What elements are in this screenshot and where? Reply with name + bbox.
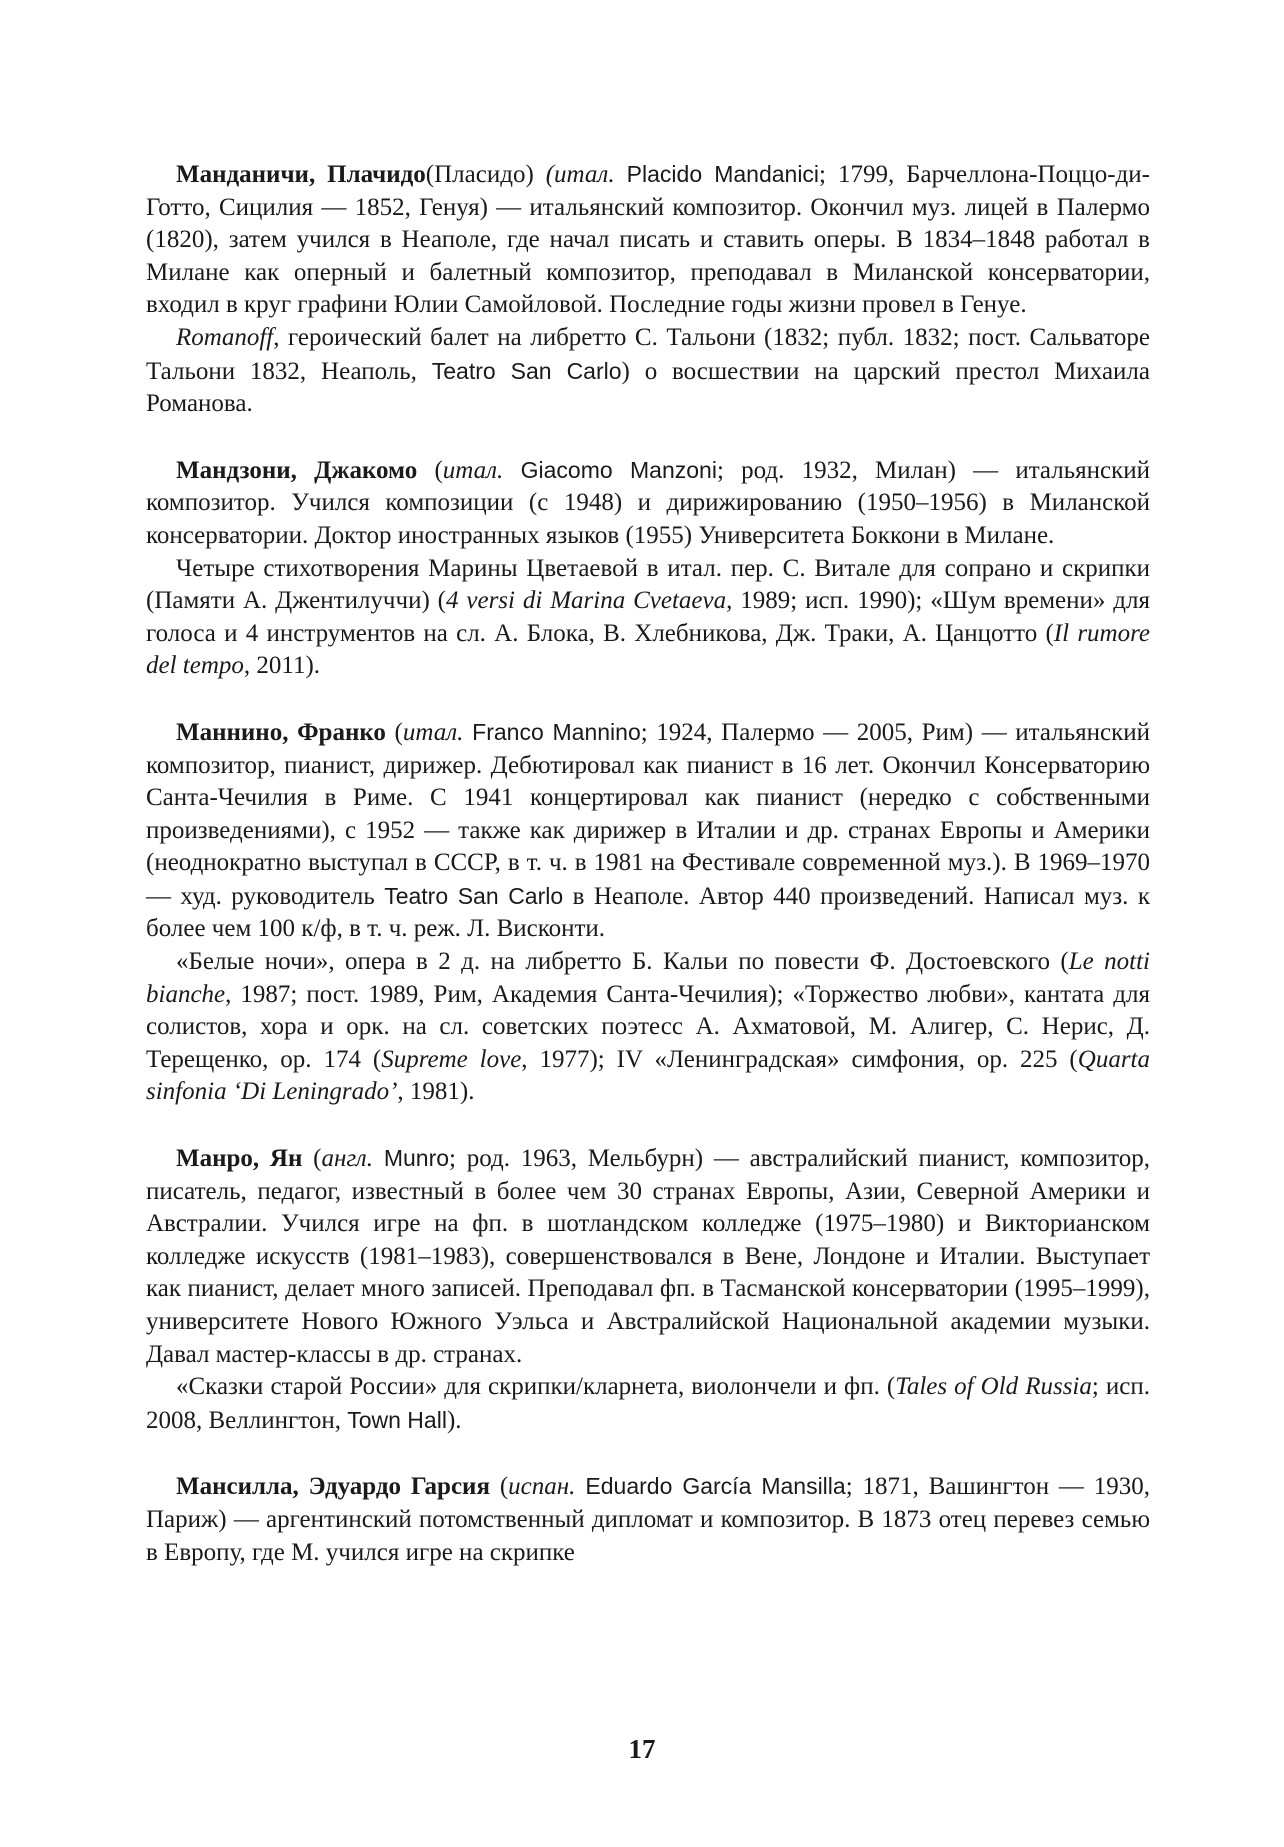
entry-headword: Мансилла, Эдуардо Гарсия [176,1473,490,1501]
works-text-segment: , 1981). [397,1078,475,1106]
biography-text-segment: Teatro San Carlo [384,882,564,909]
works-text-segment: Teatro San Carlo [431,357,622,384]
works-text-segment: Четыре стихотворения Марины Цветаевой в итал. пер. С. Витале для сопрано и скрипки (Памяти А. Джентилуччи) ( [146,554,1150,615]
biography-text-segment: Placido Mandanici [614,161,820,187]
works-text-segment: , 1977); IV «Ленинградская» симфония, ор. 225 ( [521,1045,1078,1073]
entry-works [146,553,1150,683]
entry-biography [146,158,1150,322]
works-text-segment: Town Hall [347,1406,447,1433]
biography-text-segment: ( [490,1473,509,1501]
works-text-segment: Supreme love [381,1045,522,1073]
biography-text-segment: итал. [442,456,504,484]
works-text-segment: Il rumore del tempo [146,619,1150,680]
entry-works [146,322,1150,421]
dictionary-entry [146,1142,1150,1437]
biography-text-segment: в Неаполе. Автор 440 произведений. Написал муз. к более чем 100 к/ф, в т. ч. реж. Л. Висконти. [146,882,1150,943]
works-text-segment: , 2011). [243,652,321,680]
biography-text-segment: ; 1871, Вашингтон — 1930, Париж) — аргентинский потомственный дипломат и композитор. В 1873 отец перевез семью в Европу, где М. учился игре на скрипке [146,1473,1151,1566]
works-text-segment: 4 versi di Marina Cvetaeva [446,587,727,615]
works-text-segment: , 1989; исп. 1990); «Шум времени» для голоса и 4 инструментов на сл. А. Блока, В. Хлебникова, Дж. Траки, А. Цанцотто ( [146,587,1150,647]
works-text-segment: ; исп. 2008, Веллингтон, [146,1373,1150,1434]
works-text-segment: Tales of Old Russia [895,1373,1092,1401]
biography-text-segment: ; род. 1963, Мельбурн) — австралийский пианист, композитор, писатель, педагог, известный в более чем 30 странах Европы, Азии, Северной Америки и Австралии. Учился игре на фп. в шотландском колледже (1975–1980) и Викторианском колледже искусств (1981–1983), совершенствовался в Вене, Лондоне и Италии. Выступает как пианист, делает много записей. Преподавал фп. в Тасманской консерватории (1995–1999), университете Нового Южного Уэльса и Австралийской Национальной академии музыки. Давал мастер-классы в др. странах. [146,1145,1150,1368]
biography-text-segment: ; 1924, Палермо — 2005, Рим) — итальянский композитор, пианист, дирижер. Дебютировал как пианист в 16 лет. Окончил Консерваторию Санта-Чечилия в Риме. С 1941 концертировал как пианист (нередко с собственными произведениями), с 1952 — также как дирижер в Италии и др. странах Европы и Америки (неоднократно выступал в СССР, в т. ч. в 1981 на Фестивале современной муз.). В 1969–1970 — худ. руководитель [146,718,1150,910]
entry-headword: Маннино, Франко [176,718,386,746]
biography-text-segment: (Пласидо) [425,161,546,188]
dictionary-entry [146,716,1150,1109]
biography-text-segment: ( [417,456,443,484]
biography-text-segment: (итал. [545,161,615,188]
biography-text-segment: Giacomo Manzoni [503,456,717,483]
works-text-segment: , героический балет на либретто С. Тальони (1832; публ. 1832; пост. Сальваторе Тальони 1832, Неаполь, [146,323,1150,385]
dictionary-entry [146,1470,1150,1569]
works-text-segment: , 1987; пост. 1989, Рим, Академия Санта-Чечилия); «Торжество любви», кантата для солистов, хора и орк. на сл. советских поэтесс А. Ахматовой, М. Алигер, С. Нерис, Д. Терещенко, ор. 174 ( [146,980,1150,1073]
entry-biography [146,1470,1150,1569]
works-text-segment: Le notti bianche [146,948,1151,1008]
works-text-segment: «Сказки старой России» для скрипки/кларнета, виолончели и фп. ( [176,1373,896,1401]
page-number: 17 [628,1734,656,1764]
works-text-segment: «Белые ночи», опера в 2 д. на либретто Б. Кальи по повести Ф. Достоевского ( [176,948,1069,976]
entry-biography [146,716,1150,946]
entry-works [146,946,1150,1109]
entry-works [146,1371,1150,1437]
biography-text-segment: ; 1799, Барчеллона-Поццо-ди-Готто, Сицилия — 1852, Генуя) — итальянский композитор. Окончил муз. лицей в Палермо (1820), затем учился в Неаполе, где начал писать и ставить оперы. В 1834–1848 работал в Милане как оперный и балетный композитор, преподавал в Миланской консерватории, входил в круг графини Юлии Самойловой. Последние годы жизни провел в Генуе. [146,161,1150,319]
entry-headword: Манданичи, Плачидо [176,161,426,188]
entry-biography [146,1142,1150,1371]
entry-biography [146,454,1150,553]
dictionary-entry [146,454,1150,683]
entry-headword: Мандзони, Джакомо [176,456,418,484]
works-text-segment: ). [446,1406,462,1434]
biography-text-segment: Franco Mannino [463,718,641,745]
entry-headword: Манро, Ян [176,1145,303,1173]
biography-text-segment: ( [385,718,403,746]
biography-text-segment: англ. [321,1145,373,1173]
works-text-segment: Quarta sinfonia ‘Di Leningrado’ [146,1045,1150,1106]
biography-text-segment: Munro [372,1145,450,1172]
works-text-segment: Romanoff [176,323,274,351]
biography-text-segment: Eduardo García Mansilla [575,1473,846,1500]
biography-text-segment: испан. [508,1473,576,1501]
biography-text-segment: итал. [402,718,464,746]
dictionary-entry [146,158,1150,421]
biography-text-segment: ; род. 1932, Милан) — итальянский композитор. Учился композиции (с 1948) и дирижированию (1950–1956) в Миланской консерватории. Доктор иностранных языков (1955) Университета Боккони в Милане. [146,456,1151,549]
document-page [146,158,1150,1602]
works-text-segment: ) о восшествии на царский престол Михаила Романова. [146,357,1150,418]
biography-text-segment: ( [302,1145,322,1173]
